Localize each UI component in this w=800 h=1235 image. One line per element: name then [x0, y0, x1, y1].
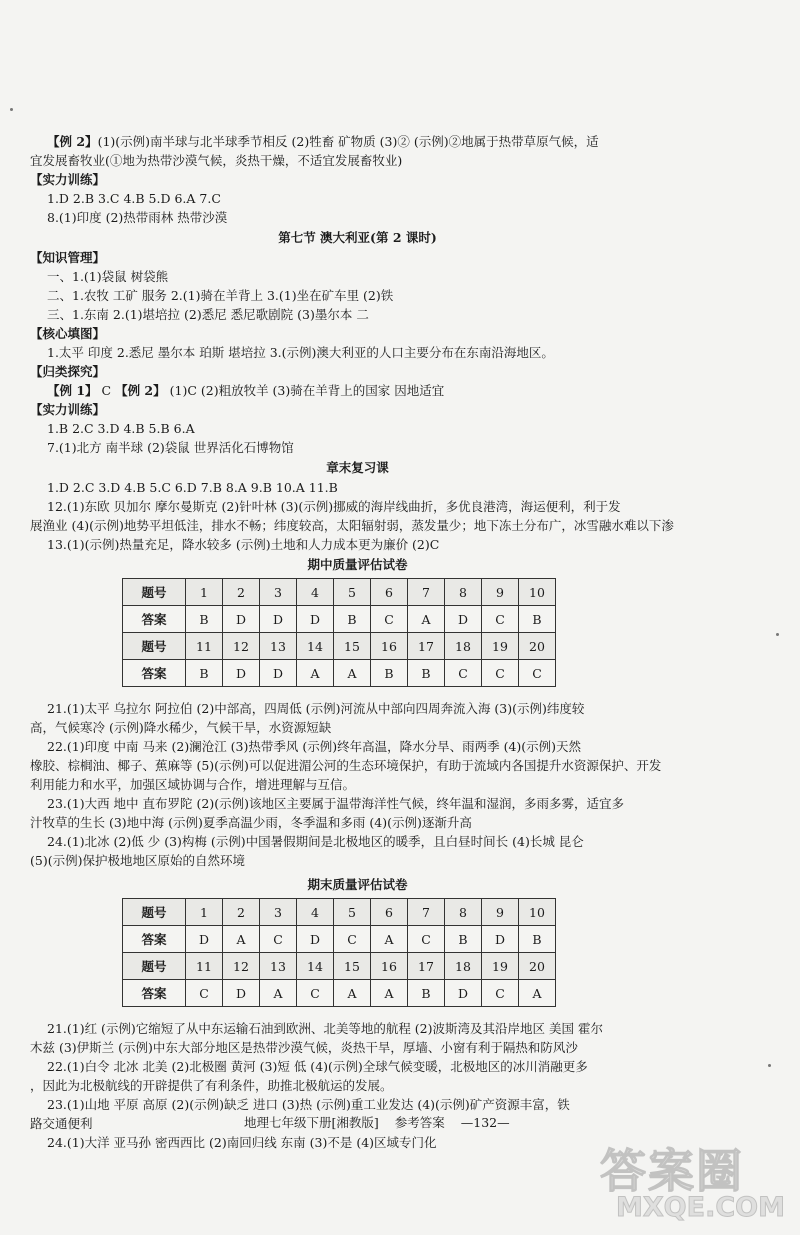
table-cell: 5: [334, 579, 371, 606]
example-tag: 【例 1】: [47, 383, 98, 398]
table-cell: 1: [186, 579, 223, 606]
table-cell: 14: [297, 633, 334, 660]
answers-section-c: [30, 1019, 685, 1152]
section-heading: 【实力训练】: [30, 172, 106, 187]
table-cell: B: [371, 660, 408, 687]
table-cell: B: [519, 606, 556, 633]
table-cell: B: [408, 660, 445, 687]
table-cell: C: [482, 660, 519, 687]
answer-line: ，因此为北极航线的开辟提供了有利条件，助推北极航运的发展。: [30, 1078, 393, 1093]
table-cell: 19: [482, 633, 519, 660]
table-cell: D: [223, 606, 260, 633]
table-cell: 4: [297, 899, 334, 926]
answer-line: 22.(1)白令 北冰 北美 (2)北极圈 黄河 (3)短 低 (4)(示例)全球气候变暖，北极地区的冰川消融更多: [47, 1059, 588, 1074]
table-cell: 12: [223, 953, 260, 980]
scan-speck: [768, 1064, 771, 1067]
row-label: 答案: [123, 926, 186, 953]
table-cell: 5: [334, 899, 371, 926]
answer-content: [30, 132, 685, 1152]
page-footer: [244, 1113, 522, 1131]
table-cell: 18: [445, 953, 482, 980]
table-cell: 17: [408, 953, 445, 980]
answer-line: 1.太平 印度 2.悉尼 墨尔本 珀斯 堪培拉 3.(示例)澳大利亚的人口主要分布在东南沿海地区。: [47, 345, 554, 360]
answer-line: 橡胶、棕榈油、椰子、蕉麻等 (5)(示例)可以促进湄公河的生态环境保护，有助于流域内各国提升水资源保护、开发: [30, 758, 662, 773]
table-cell: B: [186, 660, 223, 687]
table-cell: 3: [260, 899, 297, 926]
section-heading: 【知识管理】: [30, 250, 106, 265]
table-cell: C: [408, 926, 445, 953]
table-row: [123, 953, 556, 980]
table-cell: 7: [408, 579, 445, 606]
table-cell: 9: [482, 579, 519, 606]
answer-line: 三、1.东南 2.(1)堪培拉 (2)悉尼 悉尼歌剧院 (3)墨尔本 二: [47, 307, 369, 322]
table-cell: B: [519, 926, 556, 953]
midterm-title: 期中质量评估试卷: [307, 557, 408, 572]
section-heading: 【核心填图】: [30, 326, 106, 341]
table-row: [123, 660, 556, 687]
table-cell: D: [297, 606, 334, 633]
example-tag: 【例 2】: [47, 134, 98, 149]
table-cell: D: [260, 660, 297, 687]
table-cell: A: [223, 926, 260, 953]
row-label: 题号: [123, 953, 186, 980]
answer-line: 12.(1)东欧 贝加尔 摩尔曼斯克 (2)针叶林 (3)(示例)挪威的海岸线曲折，多优良港湾，海运便利，利于发: [47, 499, 621, 514]
table-cell: A: [408, 606, 445, 633]
answer-line: 高，气候寒冷 (示例)降水稀少，气候干旱，水资源短缺: [30, 720, 332, 735]
table-cell: D: [223, 660, 260, 687]
answer-line: 木兹 (3)伊斯兰 (示例)中东大部分地区是热带沙漠气候，炎热干旱，厚墙、小窗有利于隔热和防风沙: [30, 1040, 578, 1055]
answer-line: 13.(1)(示例)热量充足，降水较多 (示例)土地和人力成本更为廉价 (2)C: [47, 537, 440, 552]
table-cell: 12: [223, 633, 260, 660]
table-cell: C: [482, 606, 519, 633]
table-cell: 11: [186, 633, 223, 660]
section-heading: 【归类探究】: [30, 364, 106, 379]
table-row: [123, 899, 556, 926]
answer-line: 1.D 2.C 3.D 4.B 5.C 6.D 7.B 8.A 9.B 10.A 11.B: [47, 480, 338, 495]
answer-text: C: [97, 383, 116, 398]
answer-text: (1)(示例)南半球与北半球季节相反 (2)牲畜 矿物质 (3)② (示例)②地属于热带草原气候，适: [97, 134, 599, 149]
answer-line: 21.(1)红 (示例)它缩短了从中东运输石油到欧洲、北美等地的航程 (2)波斯湾及其沿岸地区 美国 霍尔: [47, 1021, 603, 1036]
answer-line: 1.D 2.B 3.C 4.B 5.D 6.A 7.C: [47, 191, 221, 206]
answer-line: 汁牧草的生长 (3)地中海 (示例)夏季高温少雨，冬季温和多雨 (4)(示例)逐渐升高: [30, 815, 472, 830]
row-label: 答案: [123, 606, 186, 633]
final-answer-table: [122, 898, 556, 1007]
table-cell: A: [334, 660, 371, 687]
table-cell: 8: [445, 899, 482, 926]
table-cell: C: [519, 660, 556, 687]
footer-page-number: —132—: [460, 1115, 510, 1130]
answer-line: 7.(1)北方 南半球 (2)袋鼠 世界活化石博物馆: [47, 440, 294, 455]
table-cell: C: [371, 606, 408, 633]
table-cell: B: [334, 606, 371, 633]
table-cell: D: [223, 980, 260, 1007]
midterm-answer-table: [122, 578, 556, 687]
section-title: 第七节 澳大利亚(第 2 课时): [278, 230, 437, 245]
table-cell: 2: [223, 579, 260, 606]
table-cell: 16: [371, 633, 408, 660]
table-cell: D: [482, 926, 519, 953]
answer-line: 24.(1)大洋 亚马孙 密西西比 (2)南回归线 东南 (3)不是 (4)区域专门化: [47, 1135, 437, 1150]
table-cell: A: [371, 980, 408, 1007]
table-cell: 20: [519, 633, 556, 660]
row-label: 答案: [123, 660, 186, 687]
table-cell: 13: [260, 633, 297, 660]
table-row: [123, 633, 556, 660]
table-cell: B: [408, 980, 445, 1007]
watermark-logo: 答案圈: [600, 1144, 744, 1198]
table-row: [123, 606, 556, 633]
answer-line: 21.(1)太平 乌拉尔 阿拉伯 (2)中部高，四周低 (示例)河流从中部向四周奔流入海 (3)(示例)纬度较: [47, 701, 585, 716]
answer-line: 利用能力和水平，加强区域协调与合作，增进理解与互信。: [30, 777, 356, 792]
table-row: [123, 926, 556, 953]
row-label: 题号: [123, 579, 186, 606]
table-cell: D: [260, 606, 297, 633]
table-cell: 18: [445, 633, 482, 660]
table-cell: D: [445, 606, 482, 633]
table-cell: 15: [334, 953, 371, 980]
table-cell: 4: [297, 579, 334, 606]
answer-line: 宜发展畜牧业(①地为热带沙漠气候，炎热干燥，不适宜发展畜牧业): [30, 153, 403, 168]
table-cell: C: [482, 980, 519, 1007]
table-cell: 14: [297, 953, 334, 980]
table-cell: 15: [334, 633, 371, 660]
table-cell: 8: [445, 579, 482, 606]
table-cell: C: [297, 980, 334, 1007]
table-cell: 6: [371, 579, 408, 606]
answers-section-b: [30, 699, 685, 870]
table-cell: A: [519, 980, 556, 1007]
scan-speck: [776, 633, 779, 636]
table-cell: A: [297, 660, 334, 687]
scan-speck: [10, 108, 13, 111]
table-cell: A: [260, 980, 297, 1007]
table-cell: 9: [482, 899, 519, 926]
table-row: [123, 579, 556, 606]
answer-line: [30, 132, 685, 151]
example-tag: 【例 2】: [115, 383, 166, 398]
table-cell: C: [445, 660, 482, 687]
row-label: 题号: [123, 633, 186, 660]
row-label: 答案: [123, 980, 186, 1007]
table-cell: B: [445, 926, 482, 953]
table-cell: 6: [371, 899, 408, 926]
table-cell: 16: [371, 953, 408, 980]
table-cell: 13: [260, 953, 297, 980]
answer-line: 8.(1)印度 (2)热带雨林 热带沙漠: [47, 210, 228, 225]
table-cell: A: [334, 980, 371, 1007]
row-label: 题号: [123, 899, 186, 926]
final-title: 期末质量评估试卷: [307, 877, 408, 892]
answer-line: 22.(1)印度 中南 马来 (2)澜沧江 (3)热带季风 (示例)终年高温，降水分旱、雨两季 (4)(示例)天然: [47, 739, 582, 754]
section-title: 章末复习课: [326, 460, 389, 475]
table-cell: D: [186, 926, 223, 953]
footer-section: 参考答案: [394, 1115, 445, 1130]
table-cell: B: [186, 606, 223, 633]
table-cell: 17: [408, 633, 445, 660]
answer-text: (1)C (2)粗放牧羊 (3)骑在羊背上的国家 因地适宜: [165, 383, 445, 398]
footer-subject: 地理七年级下册[湘教版]: [244, 1115, 379, 1130]
answer-line: [30, 381, 685, 400]
watermark-url: MXQE.COM: [616, 1192, 785, 1223]
answer-line: 二、1.农牧 工矿 服务 2.(1)骑在羊背上 3.(1)坐在矿车里 (2)铁: [47, 288, 394, 303]
table-cell: 20: [519, 953, 556, 980]
table-cell: 2: [223, 899, 260, 926]
table-cell: 11: [186, 953, 223, 980]
section-heading: 【实力训练】: [30, 402, 106, 417]
table-cell: C: [334, 926, 371, 953]
table-cell: 10: [519, 899, 556, 926]
table-row: [123, 980, 556, 1007]
answers-section-a: [30, 132, 685, 554]
table-cell: 7: [408, 899, 445, 926]
table-cell: C: [186, 980, 223, 1007]
answer-line: 23.(1)大西 地中 直布罗陀 (2)(示例)该地区主要属于温带海洋性气候，终年温和湿润，多雨多雾，适宜多: [47, 796, 624, 811]
table-cell: D: [445, 980, 482, 1007]
answer-line: 路交通便利: [30, 1116, 93, 1131]
site-watermark: [600, 1135, 795, 1230]
table-cell: 1: [186, 899, 223, 926]
table-cell: A: [371, 926, 408, 953]
table-cell: D: [297, 926, 334, 953]
answer-line: 24.(1)北冰 (2)低 少 (3)构梅 (示例)中国暑假期间是北极地区的暖季，且白昼时间长 (4)长城 昆仑: [47, 834, 584, 849]
table-cell: C: [260, 926, 297, 953]
table-cell: 19: [482, 953, 519, 980]
table-cell: 10: [519, 579, 556, 606]
answer-line: (5)(示例)保护极地地区原始的自然环境: [30, 853, 245, 868]
answer-line: 23.(1)山地 平原 高原 (2)(示例)缺乏 进口 (3)热 (示例)重工业发达 (4)(示例)矿产资源丰富，铁: [47, 1097, 570, 1112]
table-cell: 3: [260, 579, 297, 606]
answer-line: 1.B 2.C 3.D 4.B 5.B 6.A: [47, 421, 195, 436]
answer-line: 展渔业 (4)(示例)地势平坦低洼，排水不畅；纬度较高，太阳辐射弱，蒸发量少；地下冻土分布广，冰雪融水难以下渗: [30, 518, 674, 533]
answer-line: 一、1.(1)袋鼠 树袋熊: [47, 269, 169, 284]
